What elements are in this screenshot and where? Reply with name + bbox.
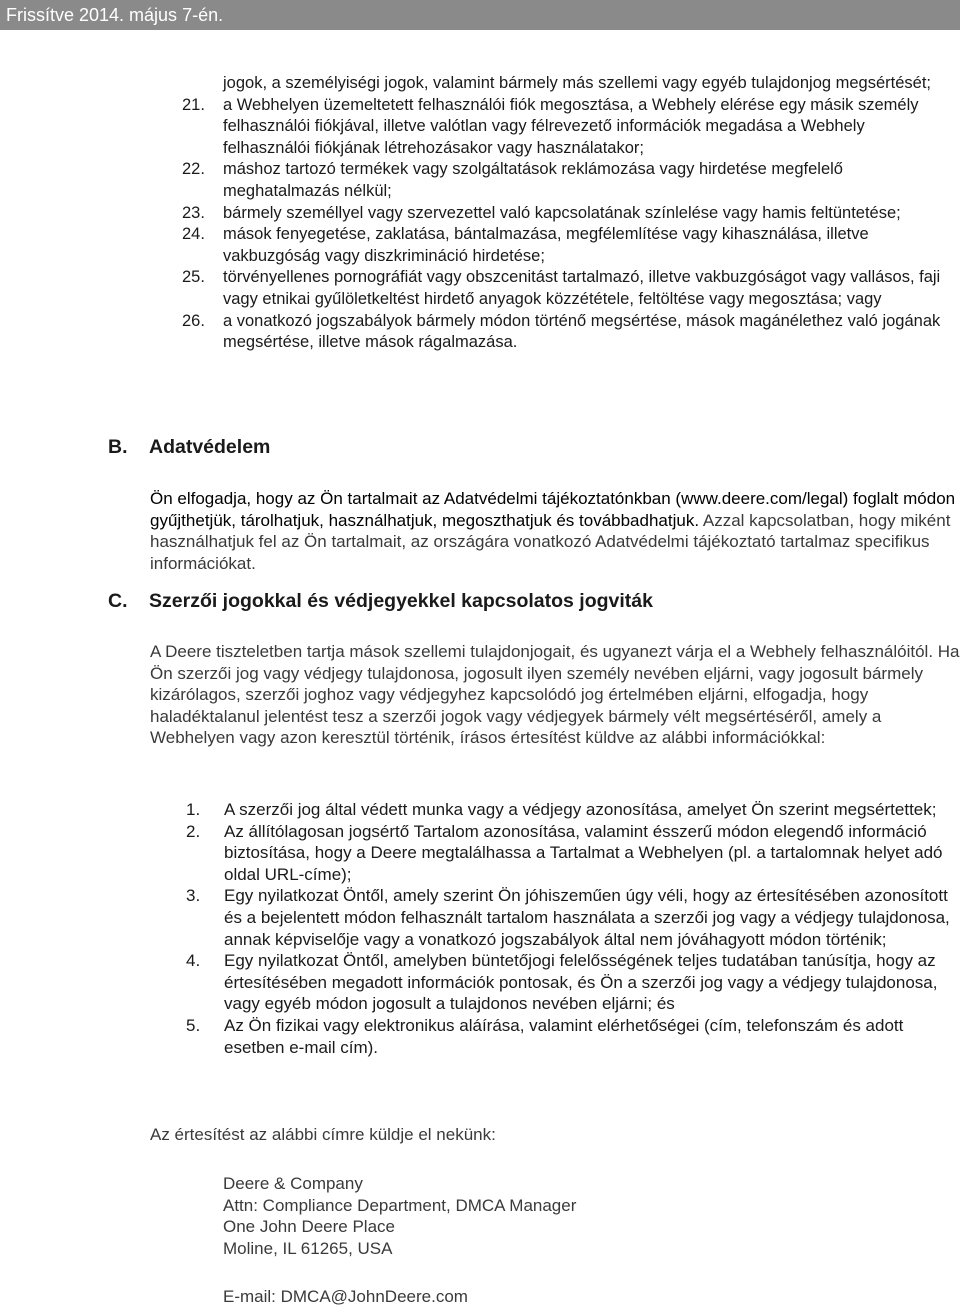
list-item-text: máshoz tartozó termékek vagy szolgáltatások reklámozása vagy hirdetése megfelelő meghatalmazás nélkül;: [223, 160, 843, 200]
section-letter: C.: [108, 590, 128, 612]
list-item: [182, 159, 952, 202]
privacy-paragraph-part1: Ön elfogadja, hogy az Ön tartalmait az Adatvédelmi tájékoztatónkban (www.deere.com/legal) foglalt módon gyűjthetjük, tárolhatjuk, használhatjuk, megoszthatjuk és továbbadhatjuk.: [150, 489, 956, 530]
list-item-number: 5.: [186, 1015, 201, 1035]
section-title: Adatvédelem: [149, 436, 271, 458]
list-item-number: 25.: [182, 268, 205, 287]
list-item-number: 2.: [186, 821, 201, 841]
list-item: [150, 799, 960, 821]
notice-requirements-list: [150, 799, 960, 1058]
notice-intro: [150, 1124, 960, 1146]
list-item-text: Egy nyilatkozat Öntől, amelyben büntetőjogi felelősségének teljes tudatában tanúsítja, hogy az értesítésében megadott információk pontosak, és Ön a szerzői jog vagy a védjegy tulajdonosa, vagy egyéb módon jogosult a tulajdonos nevében eljárni; és: [224, 951, 938, 1014]
list-item-number: 23.: [182, 203, 205, 222]
list-item-text: jogok, a személyiségi jogok, valamint bármely más szellemi vagy egyéb tulajdonjog megsértését;: [223, 74, 932, 92]
list-item-number: 22.: [182, 160, 205, 179]
copyright-paragraph-text: A Deere tiszteletben tartja mások szellemi tulajdonjogait, és ugyanezt várja el a Webhely felhasználóitól. Ha Ön szerzői jog vagy védjegy tulajdonosa, jogosult ilyen személy nevében eljárni, vagy jogosult bármely kizárólagos, szerzői joghoz vagy védjegyhez kapcsolódó jog értelmében eljárni, elfogadja, hogy haladéktalanul jelentést tesz a szerzői jogok vagy védjegyek bármely vélt megsértéséről, amely a Webhelyen vagy azon keresztül történik, írásos értesítést küldve az alábbi információkkal:: [150, 642, 960, 748]
list-item-text: mások fenyegetése, zaklatása, bántalmazása, megfélemlítése vagy kihasználása, illetve vakbuzgóság vagy diszkrimináció hirdetése;: [223, 225, 869, 265]
list-item: [182, 311, 952, 354]
list-item-number: 21.: [182, 95, 205, 114]
privacy-paragraph-part2: Azzal kapcsolatban, hogy miként használhatjuk fel az Ön tartalmait, az országára vonatkozó Adatvédelmi tájékoztató tartalmaz specifikus információkat.: [150, 510, 951, 573]
address-line: Attn: Compliance Department, DMCA Manager: [223, 1195, 577, 1215]
address-line: Moline, IL 61265, USA: [223, 1238, 393, 1258]
list-item-text: Az Ön fizikai vagy elektronikus aláírása, valamint elérhetőségei (cím, telefonszám és adott esetben e-mail cím).: [224, 1015, 904, 1057]
email-line: E-mail: DMCA@JohnDeere.com: [223, 1287, 468, 1306]
list-item-number: 26.: [182, 311, 205, 330]
list-item-text: Az állítólagosan jogsértő Tartalom azonosítása, valamint ésszerű módon elegendő információ biztosítása, hogy a Deere megtalálhassa a Tartalmat a Webhelyen (pl. a tartalomnak helyet adó oldal URL-címe);: [224, 821, 943, 884]
list-item-text: bármely személlyel vagy szervezettel való kapcsolatának színlelése vagy hamis feltüntetése;: [223, 203, 901, 222]
mailing-address: [223, 1173, 576, 1259]
address-line: One John Deere Place: [223, 1217, 395, 1237]
section-letter: B.: [108, 436, 128, 458]
list-item: [182, 224, 952, 267]
page-header-bar: [0, 0, 960, 30]
list-item: [150, 821, 960, 886]
list-item: [182, 203, 952, 225]
list-item-text: A szerzői jog által védett munka vagy a védjegy azonosítása, amelyet Ön szerint megsértettek;: [224, 800, 937, 819]
prohibited-actions-list: [182, 73, 952, 354]
list-item-text: a Webhelyen üzemeltetett felhasználói fiók megosztása, a Webhely elérése egy másik személy felhasználói fiókjával, illetve valótlan vagy félrevezető információk megadása a Webhely felhasználói fiókjának létrehozásakor vagy használatakor;: [223, 95, 919, 157]
list-item-text: a vonatkozó jogszabályok bármely módon történő megsértése, mások magánélethez való jogának megsértése, illetve mások rágalmazása.: [223, 311, 941, 352]
copyright-paragraph: [150, 641, 960, 749]
section-title: Szerzői jogokkal és védjegyekkel kapcsolatos jogviták: [149, 590, 653, 612]
list-item-number: 4.: [186, 951, 201, 971]
list-item: [150, 885, 960, 950]
updated-date-label: Frissítve 2014. május 7-én.: [6, 5, 224, 25]
list-item: [182, 95, 952, 160]
list-item-text: törvényellenes pornográfiát vagy obszcenitást tartalmazó, illetve vakbuzgóságot vagy vallásos, faji vagy etnikai gyűlöletkeltést hirdető anyagok közzététele, feltöltése vagy megosztása; vagy: [223, 268, 941, 308]
list-item: [182, 267, 952, 310]
contact-email: [223, 1286, 468, 1308]
list-item: [182, 73, 952, 95]
list-item: [150, 1015, 960, 1058]
privacy-paragraph: [150, 488, 960, 574]
address-line: Deere & Company: [223, 1174, 363, 1193]
list-item-number: 1.: [186, 800, 201, 819]
list-item-number: 3.: [186, 886, 201, 906]
list-item-number: 24.: [182, 225, 205, 244]
list-item-text: Egy nyilatkozat Öntől, amely szerint Ön jóhiszeműen úgy véli, hogy az értesítésében azonosított és a bejelentett módon felhasznált tartalom használata a szerzői jog vagy a védjegy tulajdonosa, annak képviselője vagy a vonatkozó jogszabályok által nem jóváhagyott módon történik;: [224, 886, 950, 949]
notice-intro-text: Az értesítést az alábbi címre küldje el nekünk:: [150, 1125, 496, 1144]
list-item: [150, 950, 960, 1015]
